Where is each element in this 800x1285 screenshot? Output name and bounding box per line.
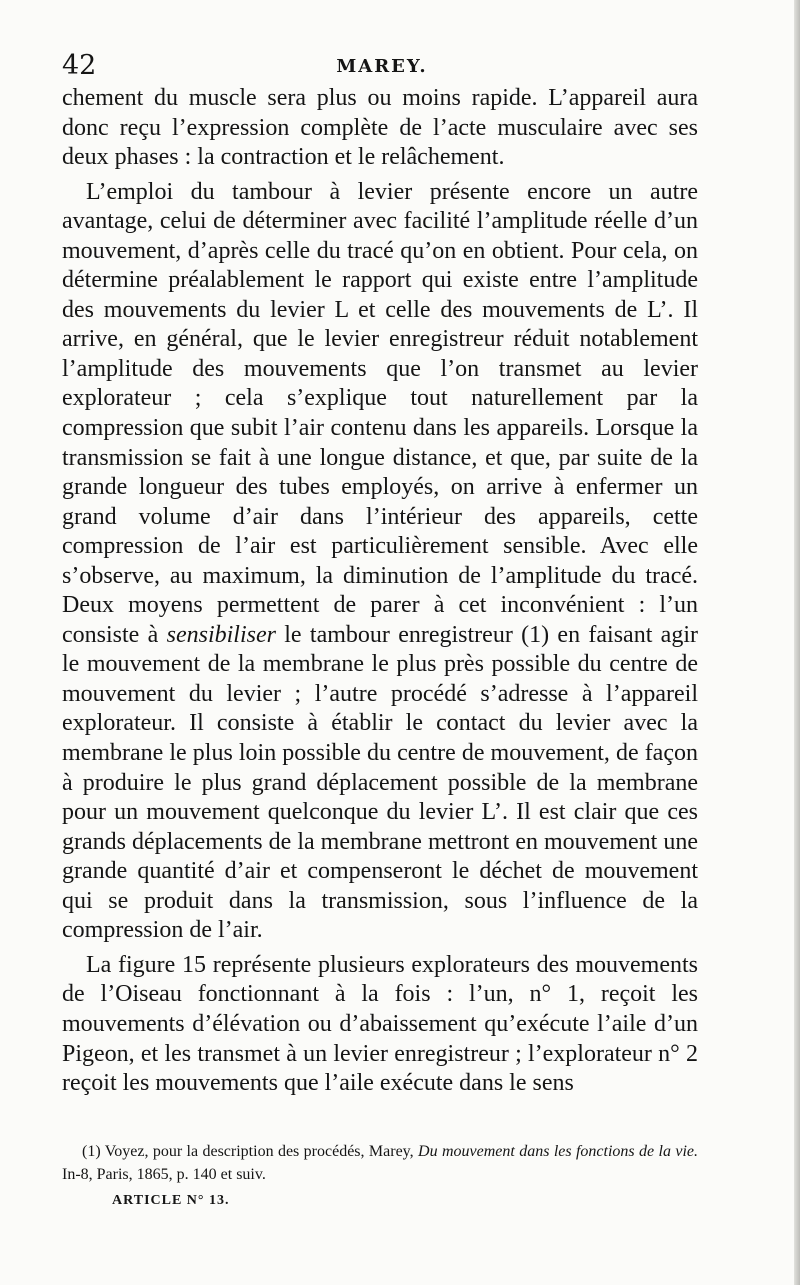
paragraph [62,84,698,173]
footnote-text: In-8, Paris, 1865, p. 140 et suiv. [62,1166,266,1183]
paragraph [62,951,698,1099]
body-text [62,84,698,1099]
page-edge-shadow [794,0,800,1285]
paragraph-text: L’emploi du tambour à levier présente encore un autre avantage, celui de déterminer avec facilité l’amplitude réelle d’un mouvement, d’après celle du tracé qu’on en obtient. Pour cela, on détermine préalablement le rapport qui existe entre l’amplitude des mouvements du levier L et celle des mouvements de L’. Il arrive, en général, que le levier enregistreur réduit notablement l’amplitude des mouvements que l’on transmet au levier explorateur ; cela s’explique tout naturellement par la compression que subit l’air contenu dans les appareils. Lorsque la transmission se fait à une longue distance, et que, par suite de la grande longueur des tubes employés, on arrive à enfermer un grand volume d’air dans l’intérieur des appareils, cette compression de l’air est particulièrement sensible. Avec elle s’observe, au maximum, la diminution de l’amplitude du tracé. Deux moyens permettent de parer à cet inconvénient : l’un consiste à [62,178,698,648]
emphasis-text: sensibiliser [166,621,276,648]
running-head: MAREY. [336,56,428,77]
paragraph-text: chement du muscle sera plus ou moins rapide. L’appareil aura donc reçu l’expression complète de l’acte musculaire avec ses deux phases : la contraction et le relâchement. [62,85,698,171]
page-number: 42 [62,50,97,81]
paragraph [62,178,698,946]
paragraph-text: le tambour enregistreur (1) en faisant agir le mouvement de la membrane le plus près possible du centre de mouvement du levier ; l’autre procédé s’adresse à l’appareil explorateur. Il consiste à établir le contact du levier avec la membrane le plus loin possible du centre de mouvement, de façon à produire le plus grand déplacement possible de la membrane pour un mouvement quelconque du levier L’. Il est clair que ces grands déplacements de la membrane mettront en mouvement une grande quantité d’air et compenseront le déchet de mouvement qui se produit dans la transmission, sous l’influence de la compression de l’air. [62,621,698,944]
footnote [62,1140,698,1186]
paragraph-text: La figure 15 représente plusieurs explorateurs des mouvements de l’Oiseau fonctionnant à la fois : l’un, n° 1, reçoit les mouvements d’élévation ou d’abaissement qu’exécute l’aile d’un Pigeon, et les transmet à un levier enregistreur ; l’explorateur n° 2 reçoit les mouvements que l’aile exécute dans le sens [62,951,698,1097]
footnote-title: Du mouvement dans les fonctions de la vie. [418,1143,699,1160]
footnote-text: (1) Voyez, pour la description des procédés, Marey, [82,1143,419,1160]
article-reference: ARTICLE N° 13. [112,1193,230,1208]
page-header [62,50,702,84]
